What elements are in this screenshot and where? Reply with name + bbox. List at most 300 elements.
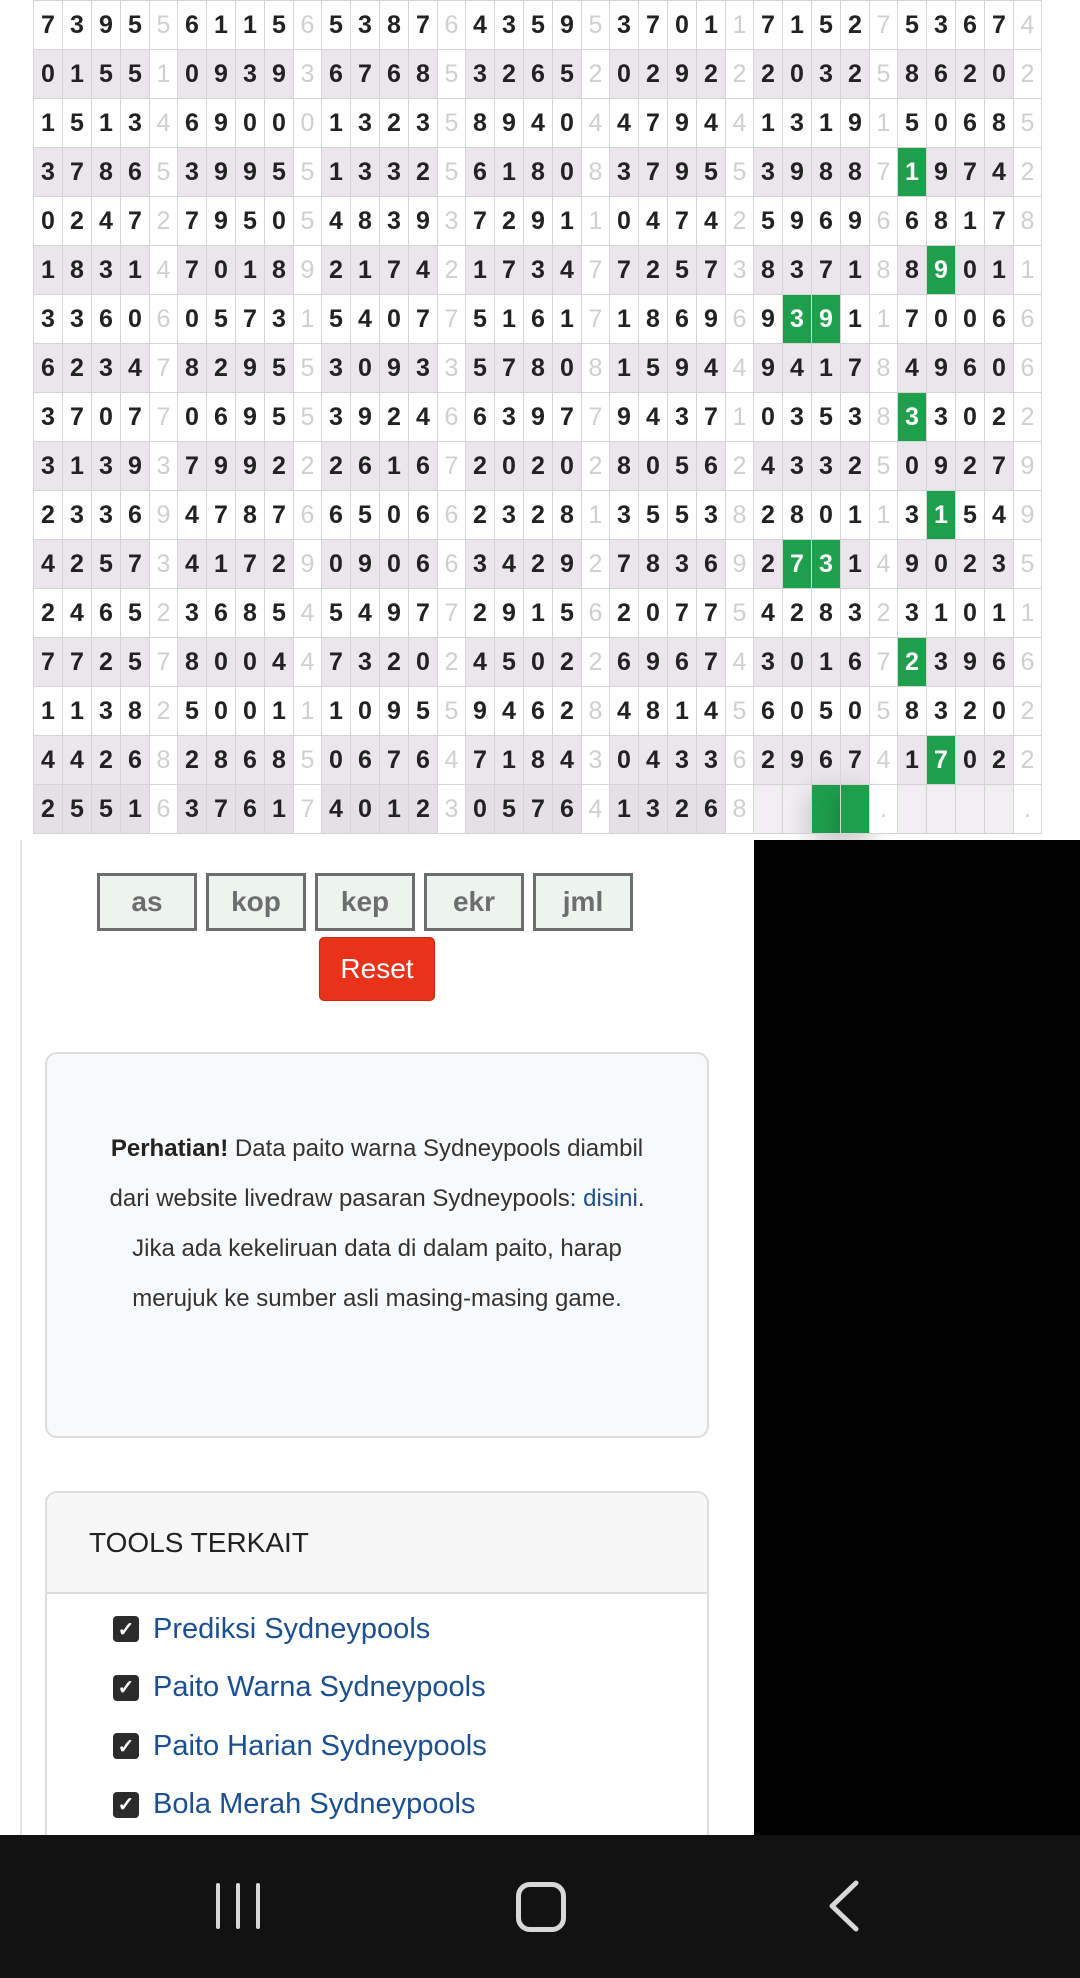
paito-cell[interactable]: 4 xyxy=(697,344,726,393)
paito-cell[interactable]: 3 xyxy=(668,393,697,442)
paito-cell[interactable]: 3 xyxy=(754,638,783,687)
paito-cell[interactable]: 2 xyxy=(524,540,553,589)
paito-cell[interactable]: 1 xyxy=(610,344,639,393)
paito-cell[interactable]: 5 xyxy=(322,589,351,638)
paito-cell[interactable]: 4 xyxy=(178,540,207,589)
paito-cell[interactable]: 7 xyxy=(639,1,668,50)
paito-cell[interactable]: 2 xyxy=(956,540,985,589)
paito-cell[interactable]: 9 xyxy=(207,50,236,99)
paito-cell[interactable]: 1 xyxy=(610,785,639,834)
paito-cell[interactable]: 1 xyxy=(898,736,927,785)
paito-cell[interactable]: 3 xyxy=(92,687,121,736)
paito-cell[interactable]: 8 xyxy=(985,99,1014,148)
paito-cell[interactable]: 5 xyxy=(812,393,841,442)
paito-cell[interactable]: 5 xyxy=(553,50,582,99)
paito-cell[interactable]: 8 xyxy=(898,50,927,99)
paito-cell[interactable]: 5 xyxy=(92,540,121,589)
paito-cell[interactable]: 9 xyxy=(236,148,265,197)
tool-link-bola-merah[interactable]: Bola Merah Sydneypools xyxy=(153,1788,476,1821)
paito-cell[interactable]: 3 xyxy=(466,540,495,589)
paito-cell[interactable]: 9 xyxy=(207,99,236,148)
paito-cell[interactable]: 7 xyxy=(409,1,438,50)
paito-cell[interactable]: 2 xyxy=(63,344,92,393)
paito-cell[interactable]: 2 xyxy=(524,491,553,540)
paito-cell[interactable]: 1 xyxy=(265,687,294,736)
paito-cell[interactable]: 3 xyxy=(697,736,726,785)
paito-cell[interactable]: 3 xyxy=(754,148,783,197)
paito-cell[interactable]: 0 xyxy=(236,638,265,687)
paito-cell[interactable]: 3 xyxy=(841,393,870,442)
paito-cell[interactable]: 9 xyxy=(668,148,697,197)
paito-cell[interactable]: 1 xyxy=(351,246,380,295)
tool-item[interactable] xyxy=(113,1659,707,1718)
paito-cell[interactable]: 2 xyxy=(754,736,783,785)
paito-cell[interactable]: 8 xyxy=(92,148,121,197)
paito-cell[interactable]: 6 xyxy=(409,540,438,589)
paito-cell[interactable]: 7 xyxy=(178,246,207,295)
paito-cell[interactable]: 9 xyxy=(553,540,582,589)
paito-cell[interactable]: 6 xyxy=(351,736,380,785)
paito-cell[interactable]: 5 xyxy=(466,344,495,393)
paito-cell[interactable]: 0 xyxy=(178,393,207,442)
paito-cell[interactable]: 3 xyxy=(63,295,92,344)
paito-cell[interactable]: 0 xyxy=(265,197,294,246)
source-link[interactable]: disini xyxy=(583,1185,638,1212)
paito-cell[interactable]: 9 xyxy=(207,197,236,246)
paito-cell[interactable]: 0 xyxy=(265,99,294,148)
paito-cell[interactable]: 7 xyxy=(610,246,639,295)
paito-cell[interactable]: 6 xyxy=(956,344,985,393)
paito-cell[interactable]: 3 xyxy=(841,589,870,638)
paito-cell[interactable]: 5 xyxy=(898,1,927,50)
paito-cell[interactable]: 7 xyxy=(668,589,697,638)
paito-cell[interactable]: 3 xyxy=(495,491,524,540)
paito-cell[interactable]: 5 xyxy=(121,589,150,638)
paito-cell[interactable]: 3 xyxy=(34,148,63,197)
paito-cell[interactable]: 7 xyxy=(322,638,351,687)
paito-cell[interactable]: 9 xyxy=(841,197,870,246)
paito-cell[interactable]: 2 xyxy=(754,50,783,99)
paito-cell[interactable]: 5 xyxy=(92,50,121,99)
paito-cell[interactable]: 6 xyxy=(178,99,207,148)
paito-cell[interactable]: 9 xyxy=(236,344,265,393)
paito-cell[interactable]: 0 xyxy=(985,344,1014,393)
paito-cell[interactable]: 3 xyxy=(92,246,121,295)
paito-cell[interactable]: 2 xyxy=(610,589,639,638)
paito-cell[interactable]: 6 xyxy=(697,540,726,589)
paito-cell[interactable]: 5 xyxy=(812,687,841,736)
paito-cell[interactable]: 5 xyxy=(668,491,697,540)
paito-cell[interactable]: 1 xyxy=(92,99,121,148)
paito-cell[interactable]: 5 xyxy=(63,99,92,148)
paito-cell[interactable]: 9 xyxy=(783,148,812,197)
paito-cell[interactable]: 5 xyxy=(697,148,726,197)
paito-cell[interactable]: 0 xyxy=(409,638,438,687)
paito-cell[interactable]: 6 xyxy=(812,736,841,785)
paito-cell[interactable] xyxy=(754,785,783,834)
paito-cell[interactable]: 1 xyxy=(495,736,524,785)
paito-cell[interactable]: 5 xyxy=(265,393,294,442)
paito-cell[interactable]: 2 xyxy=(956,687,985,736)
paito-cell[interactable]: 0 xyxy=(956,393,985,442)
paito-cell[interactable]: 0 xyxy=(668,1,697,50)
paito-cell[interactable]: 9 xyxy=(956,638,985,687)
paito-cell[interactable]: 9 xyxy=(207,442,236,491)
paito-cell[interactable]: 1 xyxy=(812,344,841,393)
paito-cell[interactable]: 5 xyxy=(92,785,121,834)
paito-cell[interactable] xyxy=(812,785,841,834)
paito-cell[interactable]: 9 xyxy=(380,589,409,638)
paito-cell[interactable]: 7 xyxy=(466,197,495,246)
paito-cell[interactable]: 7 xyxy=(380,246,409,295)
paito-cell[interactable]: 1 xyxy=(322,687,351,736)
paito-cell[interactable]: 1 xyxy=(697,1,726,50)
paito-cell[interactable]: 7 xyxy=(697,589,726,638)
paito-cell[interactable]: 0 xyxy=(380,540,409,589)
paito-cell[interactable]: 4 xyxy=(121,344,150,393)
paito-cell[interactable]: 3 xyxy=(351,638,380,687)
paito-cell[interactable]: 0 xyxy=(956,295,985,344)
paito-cell[interactable]: 3 xyxy=(63,1,92,50)
paito-cell[interactable]: 7 xyxy=(639,99,668,148)
paito-cell[interactable]: 8 xyxy=(178,638,207,687)
paito-cell[interactable]: 3 xyxy=(812,442,841,491)
paito-cell[interactable]: 8 xyxy=(841,148,870,197)
paito-cell[interactable]: 0 xyxy=(553,442,582,491)
paito-cell[interactable]: 2 xyxy=(34,589,63,638)
paito-cell[interactable]: 0 xyxy=(812,491,841,540)
paito-cell[interactable]: 3 xyxy=(236,50,265,99)
paito-cell[interactable]: 0 xyxy=(322,736,351,785)
paito-cell[interactable]: 4 xyxy=(34,736,63,785)
paito-cell[interactable]: 8 xyxy=(524,148,553,197)
paito-cell[interactable]: 8 xyxy=(265,246,294,295)
paito-cell[interactable]: 9 xyxy=(92,1,121,50)
paito-cell[interactable]: 7 xyxy=(841,736,870,785)
paito-cell[interactable]: 2 xyxy=(841,50,870,99)
paito-cell[interactable]: 3 xyxy=(610,1,639,50)
paito-cell[interactable]: 9 xyxy=(524,197,553,246)
paito-cell[interactable]: 2 xyxy=(495,50,524,99)
paito-cell[interactable]: 2 xyxy=(409,785,438,834)
paito-cell[interactable]: 2 xyxy=(956,442,985,491)
paito-cell[interactable]: 1 xyxy=(668,687,697,736)
paito-cell[interactable]: 2 xyxy=(841,442,870,491)
home-icon[interactable] xyxy=(516,1882,566,1932)
paito-cell[interactable]: 1 xyxy=(495,295,524,344)
paito-cell[interactable]: 3 xyxy=(898,491,927,540)
paito-cell[interactable]: 6 xyxy=(985,295,1014,344)
paito-cell[interactable]: 0 xyxy=(380,491,409,540)
paito-cell[interactable]: 9 xyxy=(754,344,783,393)
paito-cell[interactable]: 3 xyxy=(322,344,351,393)
paito-cell[interactable]: 8 xyxy=(898,687,927,736)
paito-cell[interactable]: 7 xyxy=(985,442,1014,491)
paito-cell[interactable]: 7 xyxy=(63,148,92,197)
paito-cell[interactable]: 4 xyxy=(639,197,668,246)
paito-cell[interactable]: 8 xyxy=(898,246,927,295)
paito-cell[interactable]: 4 xyxy=(265,638,294,687)
paito-cell[interactable]: 9 xyxy=(380,687,409,736)
paito-cell[interactable]: 9 xyxy=(380,344,409,393)
paito-cell[interactable]: 2 xyxy=(380,393,409,442)
paito-cell[interactable]: 1 xyxy=(207,540,236,589)
paito-cell[interactable]: 2 xyxy=(322,246,351,295)
paito-cell[interactable]: 1 xyxy=(841,246,870,295)
paito-cell[interactable]: 3 xyxy=(351,99,380,148)
paito-cell[interactable]: 3 xyxy=(927,393,956,442)
paito-cell[interactable]: 2 xyxy=(178,736,207,785)
paito-cell[interactable]: 8 xyxy=(380,1,409,50)
paito-cell[interactable]: 5 xyxy=(63,785,92,834)
paito-cell[interactable]: 4 xyxy=(409,246,438,295)
paito-cell[interactable]: 6 xyxy=(207,589,236,638)
paito-cell[interactable]: 9 xyxy=(754,295,783,344)
paito-cell[interactable]: 0 xyxy=(553,99,582,148)
paito-cell[interactable]: 4 xyxy=(495,540,524,589)
paito-cell[interactable]: 1 xyxy=(956,197,985,246)
paito-cell[interactable]: 9 xyxy=(927,344,956,393)
paito-cell[interactable]: 6 xyxy=(380,50,409,99)
paito-cell[interactable]: 6 xyxy=(812,197,841,246)
paito-cell[interactable]: 2 xyxy=(265,540,294,589)
paito-cell[interactable]: 7 xyxy=(841,344,870,393)
paito-cell[interactable]: 9 xyxy=(409,197,438,246)
paito-cell[interactable]: 2 xyxy=(380,99,409,148)
paito-cell[interactable]: 7 xyxy=(121,540,150,589)
paito-cell[interactable]: 4 xyxy=(409,393,438,442)
paito-cell[interactable]: 6 xyxy=(351,442,380,491)
paito-cell[interactable]: 3 xyxy=(92,442,121,491)
paito-cell[interactable]: 9 xyxy=(236,393,265,442)
paito-cell[interactable]: 4 xyxy=(524,99,553,148)
paito-cell[interactable]: 2 xyxy=(466,442,495,491)
paito-cell[interactable]: 5 xyxy=(639,491,668,540)
paito-cell[interactable]: 3 xyxy=(898,589,927,638)
paito-cell[interactable]: 2 xyxy=(639,246,668,295)
paito-cell[interactable]: 2 xyxy=(553,638,582,687)
paito-cell[interactable]: 0 xyxy=(927,540,956,589)
paito-cell[interactable]: 8 xyxy=(783,491,812,540)
paito-cell[interactable]: 7 xyxy=(524,785,553,834)
paito-cell[interactable]: 4 xyxy=(63,736,92,785)
paito-cell[interactable]: 3 xyxy=(610,491,639,540)
paito-cell[interactable]: 4 xyxy=(610,99,639,148)
paito-cell[interactable]: 7 xyxy=(409,589,438,638)
paito-cell[interactable]: 5 xyxy=(121,50,150,99)
paito-cell[interactable]: 3 xyxy=(985,540,1014,589)
paito-cell[interactable]: 5 xyxy=(524,1,553,50)
paito-cell[interactable]: 3 xyxy=(495,393,524,442)
paito-cell[interactable]: 1 xyxy=(236,246,265,295)
paito-cell[interactable]: 0 xyxy=(783,50,812,99)
paito-cell[interactable]: 3 xyxy=(927,687,956,736)
paito-cell[interactable] xyxy=(956,785,985,834)
paito-cell[interactable]: 3 xyxy=(34,393,63,442)
paito-cell[interactable]: 2 xyxy=(265,442,294,491)
paito-cell[interactable]: 4 xyxy=(92,197,121,246)
paito-cell[interactable]: 5 xyxy=(956,491,985,540)
paito-cell[interactable]: 7 xyxy=(610,540,639,589)
paito-cell[interactable]: 0 xyxy=(956,589,985,638)
paito-cell[interactable]: 6 xyxy=(322,491,351,540)
paito-cell[interactable]: 8 xyxy=(524,736,553,785)
paito-cell[interactable]: 0 xyxy=(236,687,265,736)
paito-cell[interactable]: 4 xyxy=(322,197,351,246)
paito-cell[interactable]: 5 xyxy=(639,344,668,393)
paito-cell[interactable]: 6 xyxy=(668,638,697,687)
paito-cell[interactable]: 8 xyxy=(236,589,265,638)
paito-cell[interactable]: 0 xyxy=(207,638,236,687)
paito-cell[interactable]: 3 xyxy=(783,295,812,344)
paito-cell[interactable]: 5 xyxy=(409,687,438,736)
paito-cell[interactable]: 0 xyxy=(783,687,812,736)
paito-cell[interactable]: 0 xyxy=(178,50,207,99)
paito-cell[interactable]: 3 xyxy=(121,99,150,148)
paito-cell[interactable]: 6 xyxy=(697,442,726,491)
paito-cell[interactable]: 4 xyxy=(553,246,582,295)
paito-cell[interactable]: 1 xyxy=(322,148,351,197)
paito-cell[interactable]: 1 xyxy=(265,785,294,834)
paito-cell[interactable]: 8 xyxy=(553,491,582,540)
paito-cell[interactable]: 7 xyxy=(121,197,150,246)
paito-cell[interactable]: 0 xyxy=(92,393,121,442)
paito-cell[interactable]: 6 xyxy=(956,99,985,148)
paito-cell[interactable]: 1 xyxy=(380,785,409,834)
paito-cell[interactable]: 6 xyxy=(553,785,582,834)
paito-cell[interactable]: 7 xyxy=(121,393,150,442)
paito-cell[interactable] xyxy=(898,785,927,834)
paito-cell[interactable]: 1 xyxy=(927,491,956,540)
paito-cell[interactable]: 6 xyxy=(409,491,438,540)
paito-cell[interactable]: 9 xyxy=(495,99,524,148)
paito-cell[interactable]: 0 xyxy=(236,99,265,148)
paito-cell[interactable]: 7 xyxy=(985,197,1014,246)
paito-cell[interactable]: 1 xyxy=(121,246,150,295)
paito-cell[interactable]: 9 xyxy=(783,736,812,785)
paito-cell[interactable]: 5 xyxy=(812,1,841,50)
paito-cell[interactable]: 0 xyxy=(466,785,495,834)
paito-cell[interactable]: 9 xyxy=(495,589,524,638)
paito-cell[interactable]: 3 xyxy=(178,785,207,834)
paito-cell[interactable]: 0 xyxy=(524,638,553,687)
paito-cell[interactable]: 1 xyxy=(754,99,783,148)
paito-cell[interactable]: 1 xyxy=(985,589,1014,638)
recents-icon[interactable] xyxy=(216,1883,260,1929)
paito-cell[interactable]: 3 xyxy=(380,197,409,246)
paito-cell[interactable]: 6 xyxy=(92,589,121,638)
paito-cell[interactable]: 6 xyxy=(524,295,553,344)
paito-cell[interactable]: 0 xyxy=(178,295,207,344)
paito-cell[interactable]: 6 xyxy=(92,295,121,344)
paito-cell[interactable]: 4 xyxy=(639,393,668,442)
paito-cell[interactable]: 4 xyxy=(553,736,582,785)
paito-cell[interactable]: 3 xyxy=(351,1,380,50)
paito-cell[interactable]: 7 xyxy=(63,393,92,442)
paito-cell[interactable]: 2 xyxy=(466,589,495,638)
paito-cell[interactable] xyxy=(841,785,870,834)
paito-cell[interactable]: 5 xyxy=(466,295,495,344)
paito-cell[interactable]: 7 xyxy=(236,295,265,344)
tool-link-prediksi[interactable]: Prediksi Sydneypools xyxy=(153,1612,431,1645)
paito-cell[interactable]: 6 xyxy=(956,1,985,50)
paito-cell[interactable]: 4 xyxy=(639,736,668,785)
paito-cell[interactable]: 6 xyxy=(121,491,150,540)
paito-cell[interactable]: 3 xyxy=(34,442,63,491)
paito-cell[interactable]: 9 xyxy=(524,393,553,442)
paito-cell[interactable]: 3 xyxy=(783,246,812,295)
ekr-button[interactable]: ekr xyxy=(424,873,524,931)
paito-cell[interactable]: 1 xyxy=(553,295,582,344)
paito-cell[interactable]: 0 xyxy=(351,344,380,393)
paito-cell[interactable]: 1 xyxy=(121,785,150,834)
paito-cell[interactable]: 0 xyxy=(380,295,409,344)
paito-cell[interactable]: 4 xyxy=(985,148,1014,197)
tool-link-paito-warna[interactable]: Paito Warna Sydneypools xyxy=(153,1671,486,1704)
paito-cell[interactable]: 5 xyxy=(322,295,351,344)
paito-cell[interactable]: 3 xyxy=(812,50,841,99)
paito-cell[interactable]: 5 xyxy=(265,1,294,50)
paito-cell[interactable]: 1 xyxy=(466,246,495,295)
paito-cell[interactable]: 4 xyxy=(63,589,92,638)
paito-cell[interactable]: 8 xyxy=(265,736,294,785)
tool-item[interactable] xyxy=(113,1717,707,1776)
paito-cell[interactable]: 8 xyxy=(121,687,150,736)
paito-cell[interactable]: 1 xyxy=(34,687,63,736)
paito-cell[interactable]: 3 xyxy=(927,638,956,687)
paito-cell[interactable]: 6 xyxy=(610,638,639,687)
paito-cell[interactable]: 3 xyxy=(178,148,207,197)
paito-cell[interactable]: 4 xyxy=(466,638,495,687)
paito-cell[interactable]: 3 xyxy=(92,344,121,393)
paito-cell[interactable]: 2 xyxy=(524,442,553,491)
paito-cell[interactable]: 4 xyxy=(351,295,380,344)
paito-cell[interactable]: 1 xyxy=(610,295,639,344)
paito-cell[interactable]: 1 xyxy=(495,148,524,197)
paito-cell[interactable]: 1 xyxy=(927,589,956,638)
paito-cell[interactable]: 9 xyxy=(668,344,697,393)
paito-cell[interactable]: 2 xyxy=(322,442,351,491)
paito-cell[interactable]: 8 xyxy=(236,491,265,540)
paito-cell[interactable]: 2 xyxy=(754,540,783,589)
paito-cell[interactable]: 9 xyxy=(783,197,812,246)
paito-cell[interactable]: 0 xyxy=(754,393,783,442)
paito-cell[interactable]: 0 xyxy=(985,50,1014,99)
paito-cell[interactable]: 2 xyxy=(985,736,1014,785)
paito-cell[interactable]: 6 xyxy=(697,785,726,834)
paito-cell[interactable]: 4 xyxy=(985,491,1014,540)
paito-cell[interactable]: 6 xyxy=(178,1,207,50)
paito-cell[interactable]: 0 xyxy=(351,687,380,736)
paito-cell[interactable]: 8 xyxy=(207,736,236,785)
paito-cell[interactable]: 9 xyxy=(697,295,726,344)
paito-cell[interactable]: 7 xyxy=(63,638,92,687)
paito-cell[interactable]: 6 xyxy=(322,50,351,99)
paito-cell[interactable]: 0 xyxy=(610,736,639,785)
paito-cell[interactable]: 2 xyxy=(697,50,726,99)
paito-cell[interactable]: 9 xyxy=(351,393,380,442)
paito-cell[interactable]: 9 xyxy=(121,442,150,491)
paito-cell[interactable]: 9 xyxy=(265,50,294,99)
paito-cell[interactable]: 7 xyxy=(380,736,409,785)
paito-cell[interactable]: 5 xyxy=(351,491,380,540)
paito-cell[interactable]: 0 xyxy=(351,785,380,834)
paito-cell[interactable]: 2 xyxy=(495,197,524,246)
paito-cell[interactable]: 7 xyxy=(783,540,812,589)
kop-button[interactable]: kop xyxy=(206,873,306,931)
paito-cell[interactable]: 9 xyxy=(668,50,697,99)
paito-cell[interactable]: 1 xyxy=(380,442,409,491)
